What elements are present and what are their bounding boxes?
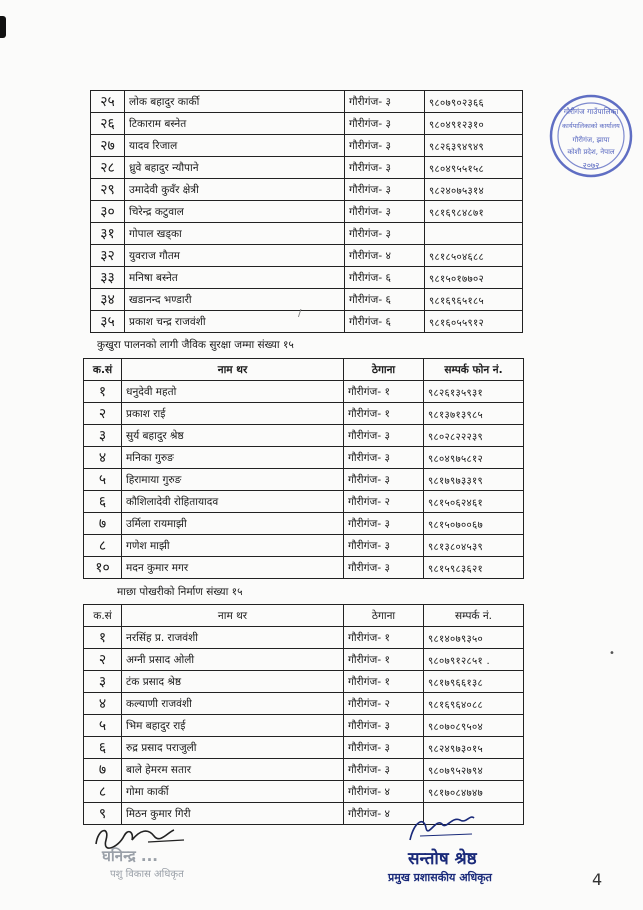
cell-phone: [425, 223, 523, 245]
cell-serial-number: ४: [84, 693, 122, 715]
svg-text:गौरीगंज, झापा: गौरीगंज, झापा: [572, 136, 610, 144]
cell-phone: ९८०७०८९५०४: [424, 715, 524, 737]
cell-serial-number: ८: [84, 535, 122, 557]
table-row: [84, 693, 524, 715]
cell-serial-number: ३४: [91, 289, 125, 311]
header-name: नाम थर: [122, 605, 344, 627]
cell-name: यादव रिजाल: [125, 135, 345, 157]
header-sn: क.सं: [84, 359, 122, 381]
cell-name: युवराज गौतम: [125, 245, 345, 267]
cell-name: गोमा कार्की: [122, 781, 344, 803]
signature-livestock-officer: [88, 822, 228, 880]
cell-name: भिम बहादुर राई: [122, 715, 344, 737]
cell-name: ध्रुवे बहादुर न्यौपाने: [125, 157, 345, 179]
cell-phone: ९८१५०१७७०२: [425, 267, 523, 289]
cell-serial-number: ३: [84, 671, 122, 693]
tick-mark: /: [298, 308, 302, 319]
table-row: [91, 245, 523, 267]
cell-serial-number: ३२: [91, 245, 125, 267]
cell-name: नरसिंह प्र. राजवंशी: [122, 627, 344, 649]
poultry-section-caption: कुखुरा पालनको लागी जैविक सुरक्षा जम्मा संख्या १५: [97, 339, 294, 351]
cell-address: गौरीगंज- ३: [345, 157, 425, 179]
svg-text:२०७२: २०७२: [582, 161, 600, 170]
cell-address: गौरीगंज- ३: [344, 513, 424, 535]
signatory-left-name: घनिन्द्र ...: [102, 847, 158, 865]
table-row: [91, 223, 523, 245]
signature-chief-admin: [380, 810, 560, 884]
cell-phone: ९८०४९१२३१०: [425, 113, 523, 135]
cell-serial-number: १: [84, 627, 122, 649]
table-row: [84, 737, 524, 759]
signatory-right-title: प्रमुख प्रशासकीय अधिकृत: [388, 871, 492, 884]
office-seal-stamp: [545, 84, 637, 194]
cell-address: गौरीगंज- ४: [345, 245, 425, 267]
cell-address: गौरीगंज- १: [344, 381, 424, 403]
table-row: [84, 491, 524, 513]
table-row: [91, 267, 523, 289]
cell-name: अग्नी प्रसाद ओली: [122, 649, 344, 671]
cell-serial-number: ३०: [91, 201, 125, 223]
cell-phone: ९८१५०६२४६१: [424, 491, 524, 513]
cell-name: चिरेन्द्र कटुवाल: [125, 201, 345, 223]
cell-phone: ९८१८५०४६८८: [425, 245, 523, 267]
cell-phone: ९८०४९७५८१२: [424, 447, 524, 469]
cell-serial-number: २: [84, 403, 122, 425]
cell-serial-number: २५: [91, 91, 125, 113]
table-fish-pond-construction: [83, 604, 524, 825]
cell-name: कौशिलादेवी रोहितायादव: [122, 491, 344, 513]
cell-serial-number: ३३: [91, 267, 125, 289]
page-edge-mark: [0, 16, 6, 38]
cell-address: गौरीगंज- १: [344, 649, 424, 671]
handwritten-signature-right: [380, 810, 500, 846]
header-phone: सम्पर्क फोन नं.: [424, 359, 524, 381]
cell-phone: ९८०४९५५१५८: [425, 157, 523, 179]
cell-address: गौरीगंज- ३: [344, 715, 424, 737]
cell-address: गौरीगंज- १: [344, 403, 424, 425]
stray-mark: •: [609, 648, 615, 659]
table-row: [91, 179, 523, 201]
cell-phone: ९८१३७१३९८५: [424, 403, 524, 425]
cell-address: गौरीगंज- ६: [345, 289, 425, 311]
page-number: 4: [592, 870, 603, 889]
cell-serial-number: ३: [84, 425, 122, 447]
table-row: [84, 403, 524, 425]
table-row: [84, 469, 524, 491]
cell-name: धनुदेवी महतो: [122, 381, 344, 403]
cell-phone: ९८१७०८४७४७: [424, 781, 524, 803]
cell-name: गोपाल खड्का: [125, 223, 345, 245]
table-row: [91, 289, 523, 311]
cell-name: हिरामाया गुरुङ: [122, 469, 344, 491]
cell-phone: ९८०२८२२२३९: [424, 425, 524, 447]
cell-serial-number: १: [84, 381, 122, 403]
cell-address: गौरीगंज- ३: [345, 113, 425, 135]
cell-name: प्रकाश राई: [122, 403, 344, 425]
cell-name: मदन कुमार मगर: [122, 557, 344, 579]
header-sn: क.सं: [84, 605, 122, 627]
cell-phone: ९८१६९६५१८५: [425, 289, 523, 311]
cell-serial-number: २८: [91, 157, 125, 179]
cell-serial-number: ३५: [91, 311, 125, 333]
cell-name: उर्मिला रायमाझी: [122, 513, 344, 535]
cell-phone: ९८२६१३५९३१: [424, 381, 524, 403]
cell-address: गौरीगंज- ४: [344, 781, 424, 803]
cell-serial-number: ७: [84, 513, 122, 535]
svg-text:गौरीगंज गाउँपालिका: गौरीगंज गाउँपालिका: [563, 107, 619, 116]
cell-name: गणेश माझी: [122, 535, 344, 557]
cell-serial-number: ६: [84, 737, 122, 759]
table-row: [91, 201, 523, 223]
table-row: [84, 781, 524, 803]
table-row: [91, 135, 523, 157]
cell-serial-number: १०: [84, 557, 122, 579]
cell-name: लोक बहादुर कार्की: [125, 91, 345, 113]
cell-address: गौरीगंज- ३: [344, 425, 424, 447]
table-row: [84, 557, 524, 579]
cell-phone: ९८०७९१२८५१ .: [424, 649, 524, 671]
svg-text:कार्यपालिकाको कार्यालय: कार्यपालिकाको कार्यालय: [562, 122, 620, 130]
cell-address: गौरीगंज- ३: [345, 135, 425, 157]
cell-serial-number: ८: [84, 781, 122, 803]
cell-name: सुर्य बहादुर श्रेष्ठ: [122, 425, 344, 447]
cell-phone: ९८१६९६४०८८: [424, 693, 524, 715]
cell-serial-number: २६: [91, 113, 125, 135]
cell-address: गौरीगंज- ३: [345, 179, 425, 201]
cell-address: गौरीगंज- ६: [345, 267, 425, 289]
cell-address: गौरीगंज- ६: [345, 311, 425, 333]
cell-name: प्रकाश चन्द्र राजवंशी: [125, 311, 345, 333]
cell-serial-number: ५: [84, 715, 122, 737]
cell-address: गौरीगंज- ३: [344, 557, 424, 579]
table-row: [91, 311, 523, 333]
cell-address: गौरीगंज- ३: [345, 201, 425, 223]
cell-name: मनिका गुरुङ: [122, 447, 344, 469]
table-row: [84, 627, 524, 649]
svg-text:कोशी प्रदेश, नेपाल: कोशी प्रदेश, नेपाल: [567, 148, 615, 156]
cell-serial-number: ९: [84, 803, 122, 825]
cell-serial-number: ३१: [91, 223, 125, 245]
cell-name: टंक प्रसाद श्रेष्ठ: [122, 671, 344, 693]
table-row: [91, 157, 523, 179]
table-row: [84, 649, 524, 671]
cell-address: गौरीगंज- ३: [345, 91, 425, 113]
cell-serial-number: ५: [84, 469, 122, 491]
cell-name: मनिषा बस्नेत: [125, 267, 345, 289]
signatory-left-title: पशु विकास अधिकृत: [110, 869, 184, 880]
cell-name: टिकाराम बस्नेत: [125, 113, 345, 135]
cell-phone: ९८०७९५२७९४: [424, 759, 524, 781]
cell-phone: ९८१४०७९३५०: [424, 627, 524, 649]
cell-address: गौरीगंज- १: [344, 671, 424, 693]
cell-phone: ९८२४९७३०१५: [424, 737, 524, 759]
table-beneficiaries-continued: [90, 90, 523, 333]
cell-phone: ९८१७९६६१३८: [424, 671, 524, 693]
cell-serial-number: २७: [91, 135, 125, 157]
cell-name: रुद्र प्रसाद पराजुली: [122, 737, 344, 759]
table-row: [91, 113, 523, 135]
cell-serial-number: २: [84, 649, 122, 671]
cell-serial-number: २९: [91, 179, 125, 201]
cell-address: गौरीगंज- २: [344, 693, 424, 715]
cell-phone: ९८१६०५५९१२: [425, 311, 523, 333]
table-poultry-biosecurity: [83, 358, 524, 579]
table-row: [84, 513, 524, 535]
cell-name: कल्याणी राजवंशी: [122, 693, 344, 715]
cell-phone: ९८२६३९४९४९: [425, 135, 523, 157]
cell-phone: ९८१७९७३३१९: [424, 469, 524, 491]
cell-name: बाले हेमरम सतार: [122, 759, 344, 781]
cell-address: गौरीगंज- ३: [344, 469, 424, 491]
table-row: [84, 535, 524, 557]
table-row: [84, 715, 524, 737]
fishpond-section-caption: माछा पोखरीको निर्माण संख्या १५: [117, 586, 243, 598]
cell-address: गौरीगंज- ३: [345, 223, 425, 245]
cell-address: गौरीगंज- १: [344, 627, 424, 649]
cell-phone: ९८१३८०४५३९: [424, 535, 524, 557]
cell-serial-number: ६: [84, 491, 122, 513]
header-phone: सम्पर्क नं.: [424, 605, 524, 627]
cell-name: खडानन्द भण्डारी: [125, 289, 345, 311]
table-row: [84, 381, 524, 403]
table-row: [84, 759, 524, 781]
cell-serial-number: ४: [84, 447, 122, 469]
cell-phone: ९८१६९८४८७१: [425, 201, 523, 223]
table-row: [84, 447, 524, 469]
table-row: [84, 671, 524, 693]
signatory-right-name: सन्तोष श्रेष्ठ: [408, 849, 477, 869]
cell-address: गौरीगंज- ३: [344, 759, 424, 781]
cell-address: गौरीगंज- ३: [344, 447, 424, 469]
header-address: ठेगाना: [344, 359, 424, 381]
cell-address: गौरीगंज- २: [344, 491, 424, 513]
table-row: [91, 91, 523, 113]
header-name: नाम थर: [122, 359, 344, 381]
cell-address: गौरीगंज- ३: [344, 737, 424, 759]
cell-phone: ९८१५९८३६२१: [424, 557, 524, 579]
header-address: ठेगाना: [344, 605, 424, 627]
cell-address: गौरीगंज- ३: [344, 535, 424, 557]
cell-name: उमादेवी कुवँर क्षेत्री: [125, 179, 345, 201]
cell-name: मिठन कुमार गिरी: [122, 803, 344, 825]
cell-phone: ९८२४०७५३१४: [425, 179, 523, 201]
cell-phone: ९८०७९०२३६६: [425, 91, 523, 113]
cell-address: गौरीगंज- ४: [344, 803, 424, 825]
cell-serial-number: ७: [84, 759, 122, 781]
cell-phone: ९८१५०७००६७: [424, 513, 524, 535]
table-row: [84, 425, 524, 447]
